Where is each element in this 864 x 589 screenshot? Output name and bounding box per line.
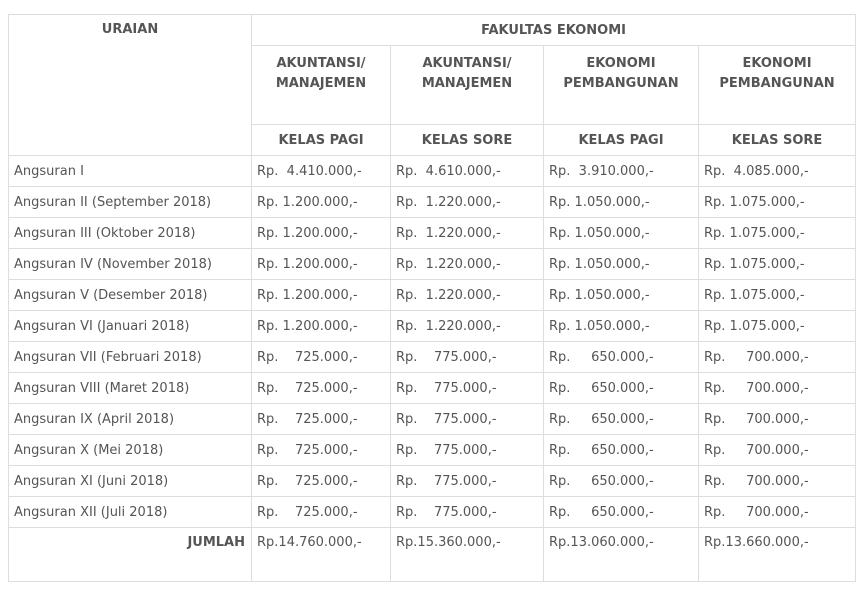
installment-amount: Rp. 775.000,- xyxy=(396,349,497,365)
installment-amount: Rp. 1.050.000,- xyxy=(549,287,650,303)
table-row xyxy=(9,249,856,280)
total-value: Rp.13.660.000,- xyxy=(704,535,809,550)
program-header-2: AKUNTANSI/ MANAJEMEN xyxy=(391,46,544,125)
installment-label: Angsuran VIII (Maret 2018) xyxy=(9,373,252,404)
installment-amount: Rp. 1.200.000,- xyxy=(257,194,358,210)
faculty-header: FAKULTAS EKONOMI xyxy=(252,15,856,46)
installment-amount: Rp. 1.220.000,- xyxy=(396,256,501,272)
installment-amount: Rp. 1.200.000,- xyxy=(257,225,358,241)
total-value: Rp.14.760.000,- xyxy=(257,535,362,550)
installment-label: Angsuran II (September 2018) xyxy=(9,187,252,218)
installment-amount: Rp. 650.000,- xyxy=(549,349,654,365)
uraian-header: URAIAN xyxy=(9,15,252,156)
installment-label: Angsuran IV (November 2018) xyxy=(9,249,252,280)
installment-label: Angsuran I xyxy=(9,156,252,187)
class-header-3: KELAS PAGI xyxy=(544,125,699,156)
table-row xyxy=(9,156,856,187)
installment-amount: Rp. 1.200.000,- xyxy=(257,287,358,303)
installment-amount: Rp. 1.050.000,- xyxy=(549,256,650,272)
installment-amount: Rp. 1.200.000,- xyxy=(257,256,358,272)
installment-amount: Rp. 4.085.000,- xyxy=(704,163,809,179)
installment-amount: Rp. 700.000,- xyxy=(704,349,809,365)
total-row xyxy=(9,528,856,582)
table-row xyxy=(9,404,856,435)
table-row xyxy=(9,497,856,528)
installment-amount: Rp. 725.000,- xyxy=(257,349,358,365)
installment-amount: Rp. 4.410.000,- xyxy=(257,163,362,179)
program-header-4: EKONOMI PEMBANGUNAN xyxy=(699,46,856,125)
installment-amount: Rp. 1.220.000,- xyxy=(396,225,501,241)
installment-label: Angsuran XII (Juli 2018) xyxy=(9,497,252,528)
installment-amount: Rp. 1.075.000,- xyxy=(704,287,805,303)
installment-amount: Rp. 775.000,- xyxy=(396,504,497,520)
total-label: JUMLAH xyxy=(9,528,252,582)
table-row xyxy=(9,311,856,342)
installment-amount: Rp. 650.000,- xyxy=(549,473,654,489)
class-header-4: KELAS SORE xyxy=(699,125,856,156)
installment-amount: Rp. 700.000,- xyxy=(704,473,809,489)
installment-amount: Rp. 1.050.000,- xyxy=(549,194,650,210)
total-value: Rp.13.060.000,- xyxy=(549,535,654,550)
installment-amount: Rp. 775.000,- xyxy=(396,442,497,458)
program-header-1: AKUNTANSI/ MANAJEMEN xyxy=(252,46,391,125)
table-row xyxy=(9,218,856,249)
class-header-2: KELAS SORE xyxy=(391,125,544,156)
class-header-1: KELAS PAGI xyxy=(252,125,391,156)
installment-label: Angsuran IX (April 2018) xyxy=(9,404,252,435)
installment-amount: Rp. 725.000,- xyxy=(257,380,358,396)
installment-label: Angsuran VI (Januari 2018) xyxy=(9,311,252,342)
installment-label: Angsuran V (Desember 2018) xyxy=(9,280,252,311)
installment-amount: Rp. 1.075.000,- xyxy=(704,256,805,272)
installment-amount: Rp. 3.910.000,- xyxy=(549,163,654,179)
table-row xyxy=(9,373,856,404)
installment-label: Angsuran III (Oktober 2018) xyxy=(9,218,252,249)
installment-amount: Rp. 1.075.000,- xyxy=(704,194,805,210)
installment-amount: Rp. 775.000,- xyxy=(396,473,497,489)
installment-amount: Rp. 1.220.000,- xyxy=(396,318,501,334)
installment-amount: Rp. 1.075.000,- xyxy=(704,318,805,334)
installment-amount: Rp. 650.000,- xyxy=(549,504,654,520)
installment-amount: Rp. 700.000,- xyxy=(704,411,809,427)
installment-amount: Rp. 1.050.000,- xyxy=(549,318,650,334)
installment-amount: Rp. 1.050.000,- xyxy=(549,225,650,241)
installment-amount: Rp. 1.075.000,- xyxy=(704,225,805,241)
installment-amount: Rp. 775.000,- xyxy=(396,380,497,396)
table-row xyxy=(9,342,856,373)
installment-label: Angsuran VII (Februari 2018) xyxy=(9,342,252,373)
installment-amount: Rp. 650.000,- xyxy=(549,442,654,458)
installment-amount: Rp. 775.000,- xyxy=(396,411,497,427)
table-row xyxy=(9,466,856,497)
installment-amount: Rp. 700.000,- xyxy=(704,442,809,458)
installment-amount: Rp. 4.610.000,- xyxy=(396,163,501,179)
table-row xyxy=(9,280,856,311)
installment-amount: Rp. 1.220.000,- xyxy=(396,194,501,210)
total-value: Rp.15.360.000,- xyxy=(396,535,501,550)
installment-label: Angsuran X (Mei 2018) xyxy=(9,435,252,466)
installment-amount: Rp. 725.000,- xyxy=(257,442,358,458)
installment-amount: Rp. 700.000,- xyxy=(704,504,809,520)
installment-amount: Rp. 650.000,- xyxy=(549,380,654,396)
program-header-3: EKONOMI PEMBANGUNAN xyxy=(544,46,699,125)
installment-amount: Rp. 1.220.000,- xyxy=(396,287,501,303)
installment-amount: Rp. 1.200.000,- xyxy=(257,318,358,334)
tuition-installment-table xyxy=(8,14,856,582)
table-row xyxy=(9,187,856,218)
installment-amount: Rp. 700.000,- xyxy=(704,380,809,396)
installment-amount: Rp. 650.000,- xyxy=(549,411,654,427)
installment-amount: Rp. 725.000,- xyxy=(257,411,358,427)
installment-amount: Rp. 725.000,- xyxy=(257,473,358,489)
table-row xyxy=(9,435,856,466)
installment-amount: Rp. 725.000,- xyxy=(257,504,358,520)
installment-label: Angsuran XI (Juni 2018) xyxy=(9,466,252,497)
